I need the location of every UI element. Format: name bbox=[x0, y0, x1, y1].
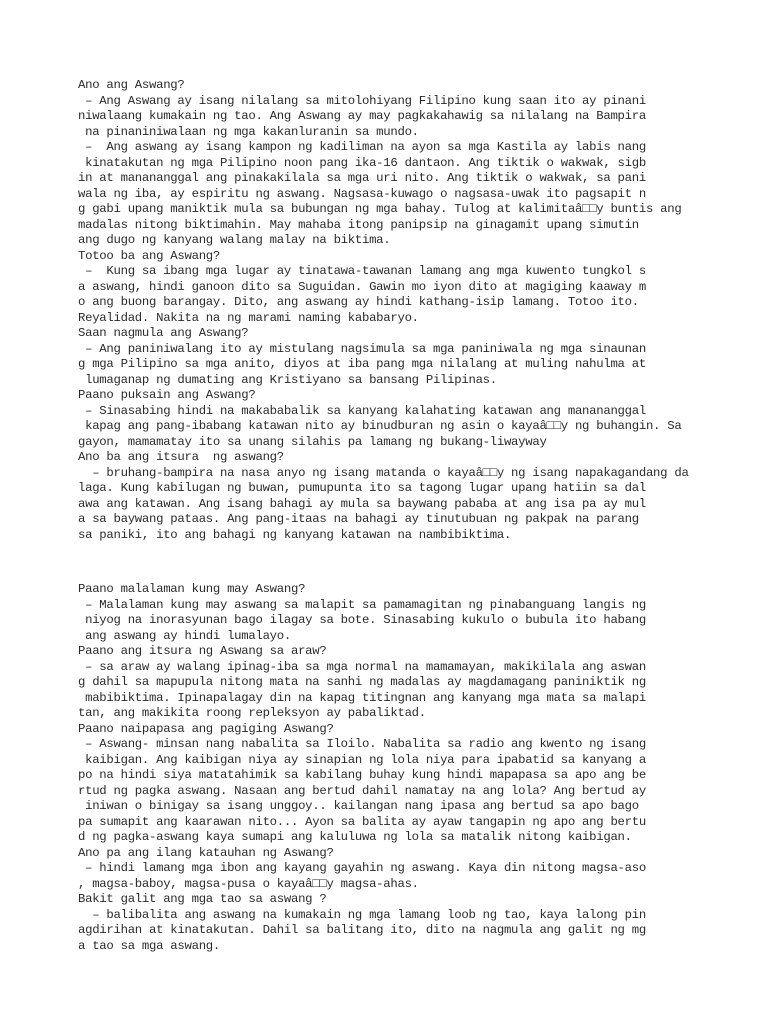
text-line: pa sumapit ang kaarawan nito... Ayon sa balita ay ayaw tangapin ng apo ang bertu bbox=[78, 814, 646, 829]
text-line: lumaganap ng dumating ang Kristiyano sa bansang Pilipinas. bbox=[78, 372, 497, 387]
text-line: Paano naipapasa ang pagiging Aswang? bbox=[78, 721, 334, 736]
text-line: mabibiktima. Ipinapalagay din na kapag titingnan ang kanyang mga mata sa malapi bbox=[78, 690, 646, 705]
text-line: na pinaniniwalaan ng mga kakanluranin sa mundo. bbox=[78, 124, 419, 139]
text-line: – balibalita ang aswang na kumakain ng mga lamang loob ng tao, kaya lalong pin bbox=[78, 907, 646, 922]
text-line: Ano ba ang itsura ng aswang? bbox=[78, 450, 284, 464]
text-line: Paano puksain ang Aswang? bbox=[78, 388, 256, 402]
text-line: Reyalidad. Nakita na ng marami naming kababaryo. bbox=[78, 310, 419, 325]
text-line: – Ang aswang ay isang kampon ng kadiliman na ayon sa mga Kastila ay labis nang bbox=[78, 140, 646, 154]
text-line: awa ang katawan. Ang isang bahagi ay mula sa baywang pababa at ang isa pa ay mul bbox=[78, 496, 646, 511]
text-line: – hindi lamang mga ibon ang kayang gayahin ng aswang. Kaya din nitong magsa-aso bbox=[78, 861, 646, 875]
text-line: a sa baywang pataas. Ang pang-itaas na bahagi ay tinutubuan ng pakpak na parang bbox=[78, 512, 639, 526]
text-line: Paano ang itsura ng Aswang sa araw? bbox=[78, 644, 327, 658]
text-line: in at manananggal ang pinakakilala sa mga uri nito. Ang tiktik o wakwak, sa pani bbox=[78, 171, 646, 185]
text-line: Bakit galit ang mga tao sa aswang ? bbox=[78, 892, 327, 906]
text-line: – Sinasabing hindi na makababalik sa kanyang kalahating katawan ang manananggal bbox=[78, 403, 646, 418]
text-line: wala ng iba, ay espiritu ng aswang. Nagsasa-kuwago o nagsasa-uwak ito pagsapit n bbox=[78, 186, 646, 201]
text-line: gayon, mamamatay ito sa unang silahis pa lamang ng bukang-liwayway bbox=[78, 434, 547, 449]
text-line: sa paniki, ito ang bahagi ng kanyang katawan na nambibiktima. bbox=[78, 527, 512, 542]
text-line: Ano ang Aswang? bbox=[78, 78, 185, 92]
text-line: a aswang, hindi ganoon dito sa Suguidan. Gawin mo iyon dito at magiging kaaway m bbox=[78, 279, 646, 294]
text-line: po na hindi siya matatahimik sa kabilang buhay kung hindi mapapasa sa apo ang be bbox=[78, 768, 646, 782]
text-line: tan, ang makikita roong repleksyon ay pabaliktad. bbox=[78, 706, 426, 720]
text-line: kaibigan. Ang kaibigan niya ay sinapian ng lola niya para ipabatid sa kanyang a bbox=[78, 752, 646, 767]
text-line: – Ang Aswang ay isang nilalang sa mitolohiyang Filipino kung saan ito ay pinani bbox=[78, 93, 646, 108]
text-line: g dahil sa mapupula nitong mata na sanhi ng madalas ay magdamagang paniniktik ng bbox=[78, 675, 646, 689]
text-line: rtud ng pagka aswang. Nasaan ang bertud dahil namatay na ang lola? Ang bertud ay bbox=[78, 783, 646, 798]
text-line: – sa araw ay walang ipinag-iba sa mga normal na mamamayan, makikilala ang aswan bbox=[78, 659, 646, 674]
text-line: – Aswang- minsan nang nabalita sa Iloilo. Nabalita sa radio ang kwento ng isang bbox=[78, 737, 646, 751]
document-section-2 bbox=[78, 582, 758, 954]
text-line: kinatakutan ng mga Pilipino noon pang ika-16 dantaon. Ang tiktik o wakwak, sigb bbox=[78, 155, 646, 170]
text-line: ang dugo ng kanyang walang malay na biktima. bbox=[78, 233, 391, 247]
text-line: d ng pagka-aswang kaya sumapi ang kaluluwa ng lola sa matalik nitong kaibigan. bbox=[78, 830, 632, 844]
text-line: g mga Pilipino sa mga anito, diyos at iba pang mga nilalang at muling nahulma at bbox=[78, 357, 646, 371]
text-line: ang aswang ay hindi lumalayo. bbox=[78, 628, 291, 643]
text-line: iniwan o binigay sa isang unggoy.. kailangan nang ipasa ang bertud sa apo bago bbox=[78, 799, 639, 813]
text-line: Paano malalaman kung may Aswang? bbox=[78, 582, 306, 596]
text-line: a tao sa mga aswang. bbox=[78, 938, 220, 953]
text-line: kapag ang pang-ibabang katawan nito ay binudburan ng asin o kayaâ□□y ng buhangin. Sa bbox=[78, 419, 682, 433]
text-line: madalas nitong biktimahin. May mahaba itong panipsip na ginagamit upang simutin bbox=[78, 217, 639, 232]
text-line: – Ang paniniwalang ito ay mistulang nagsimula sa mga paniniwala ng mga sinaunan bbox=[78, 341, 646, 356]
text-line: Ano pa ang ilang katauhan ng Aswang? bbox=[78, 845, 334, 860]
text-line: , magsa-baboy, magsa-pusa o kayaâ□□y magsa-ahas. bbox=[78, 876, 419, 891]
text-line: Saan nagmula ang Aswang? bbox=[78, 326, 249, 340]
text-line: – Malalaman kung may aswang sa malapit sa pamamagitan ng pinabanguang langis ng bbox=[78, 597, 646, 612]
text-line: – Kung sa ibang mga lugar ay tinatawa-tawanan lamang ang mga kuwento tungkol s bbox=[78, 264, 646, 278]
document-section-1 bbox=[78, 78, 758, 543]
text-line: g gabi upang maniktik mula sa bubungan ng mga bahay. Tulog at kalimitaâ□□y buntis ang bbox=[78, 202, 682, 216]
text-line: o ang buong barangay. Dito, ang aswang ay hindi kathang-isip lamang. Totoo ito. bbox=[78, 295, 639, 309]
text-line: Totoo ba ang Aswang? bbox=[78, 248, 220, 263]
text-line: agdirihan at kinatakutan. Dahil sa balitang ito, dito na nagmula ang galit ng mg bbox=[78, 923, 646, 937]
text-line: niyog na inorasyunan bago ilagay sa bote. Sinasabing kukulo o bubula ito habang bbox=[78, 613, 646, 627]
text-line: – bruhang-bampira na nasa anyo ng isang matanda o kayaâ□□y ng isang napakagandang da bbox=[78, 465, 689, 480]
text-line: niwalaang kumakain ng tao. Ang Aswang ay may pagkakahawig sa nilalang na Bampira bbox=[78, 109, 646, 123]
text-line: laga. Kung kabilugan ng buwan, pumupunta ito sa tagong lugar upang hatiin sa dal bbox=[78, 481, 646, 495]
